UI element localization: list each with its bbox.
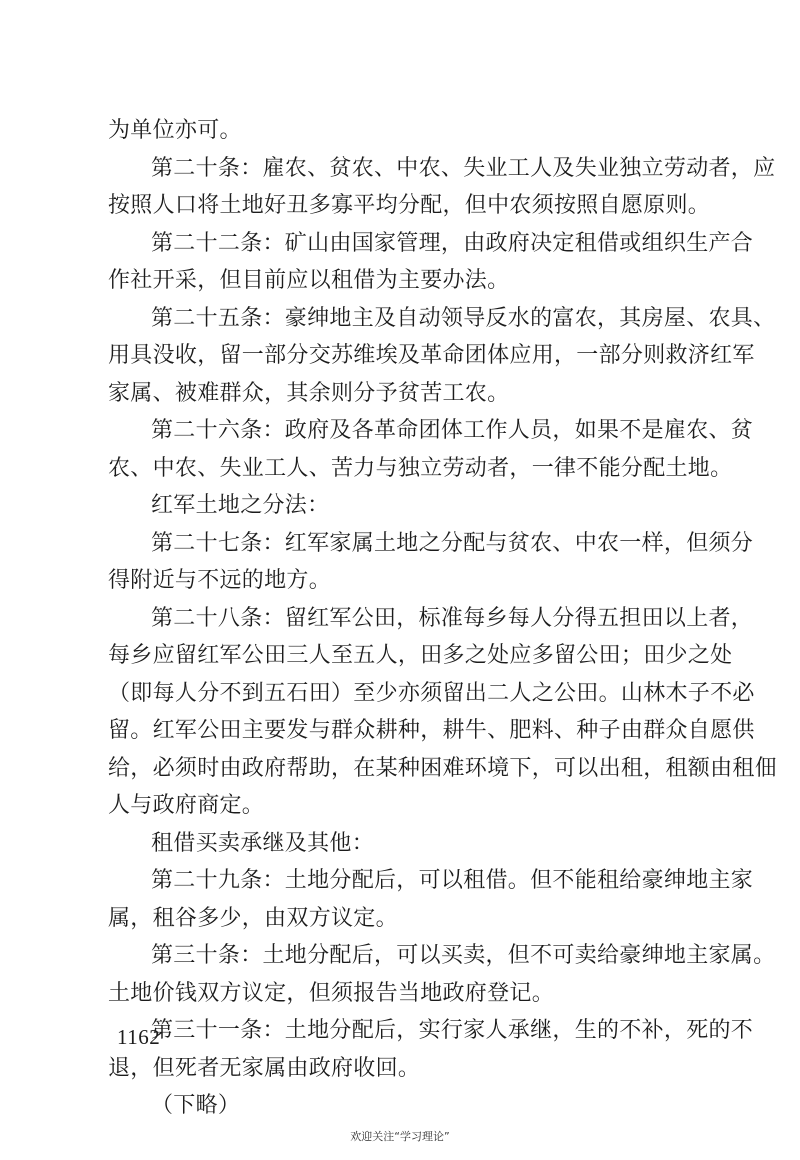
article-29-line: 第二十九条：土地分配后，可以租借。但不能租给豪绅地主家: [151, 868, 754, 893]
article-26-line: 第二十六条：政府及各革命团体工作人员，如果不是雇农、贫: [151, 418, 754, 443]
footer-note: 欢迎关注“学习理论”: [350, 1130, 450, 1143]
omission-note: （下略）: [151, 1093, 241, 1118]
text-line: 农、中农、失业工人、苦力与独立劳动者，一律不能分配土地。: [108, 455, 733, 481]
text-line: 为单位亦可。: [108, 118, 242, 143]
article-30-line: 第三十条：土地分配后，可以买卖，但不可卖给豪绅地主家属。: [151, 943, 776, 968]
article-28-line: 第二十八条：留红军公田，标准每乡每人分得五担田以上者，: [151, 605, 754, 631]
text-line: 土地价钱双方议定，但须报告当地政府登记。: [108, 980, 555, 1006]
article-20-line: 第二十条：雇农、贫农、中农、失业工人及失业独立劳动者，应: [151, 155, 776, 181]
text-line: （即每人分不到五石田）至少亦须留出二人之公田。山林木子不必: [108, 680, 755, 706]
text-line: 退，但死者无家属由政府收回。: [108, 1055, 421, 1081]
text-line: 人与政府商定。: [108, 793, 265, 818]
article-25-line: 第二十五条：豪绅地主及自动领导反水的富农，其房屋、农具、: [151, 305, 776, 331]
text-line: 属，租谷多少，由双方议定。: [108, 905, 398, 931]
text-line: 每乡应留红军公田三人至五人，田多之处应多留公田；田少之处: [108, 643, 733, 668]
text-line: 得附近与不远的地方。: [108, 568, 332, 593]
body-text: [108, 112, 778, 1125]
section-heading-red-army-land: 红军土地之分法：: [151, 493, 330, 518]
article-22-line: 第二十二条：矿山由国家管理，由政府决定租借或组织生产合: [151, 230, 754, 256]
text-line: 家属、被难群众，其余则分予贫苦工农。: [108, 380, 510, 406]
page-number: 1162: [117, 1025, 161, 1049]
text-line: 作社开采，但目前应以租借为主要办法。: [108, 268, 510, 293]
article-27-line: 第二十七条：红军家属土地之分配与贫农、中农一样，但须分: [151, 530, 754, 556]
section-heading-lease-sale: 租借买卖承继及其他：: [151, 830, 375, 856]
text-line: 按照人口将土地好丑多寡平均分配，但中农须按照自愿原则。: [108, 193, 711, 218]
text-line: 给，必须时由政府帮助，在某种困难环境下，可以出租，租额由租佃: [108, 755, 778, 781]
article-31-line: 第三十一条：土地分配后，实行家人承继，生的不补，死的不: [151, 1018, 754, 1043]
text-line: 留。红军公田主要发与群众耕种，耕牛、肥料、种子由群众自愿供: [108, 718, 755, 743]
text-line: 用具没收，留一部分交苏维埃及革命团体应用，一部分则救济红军: [108, 343, 755, 368]
